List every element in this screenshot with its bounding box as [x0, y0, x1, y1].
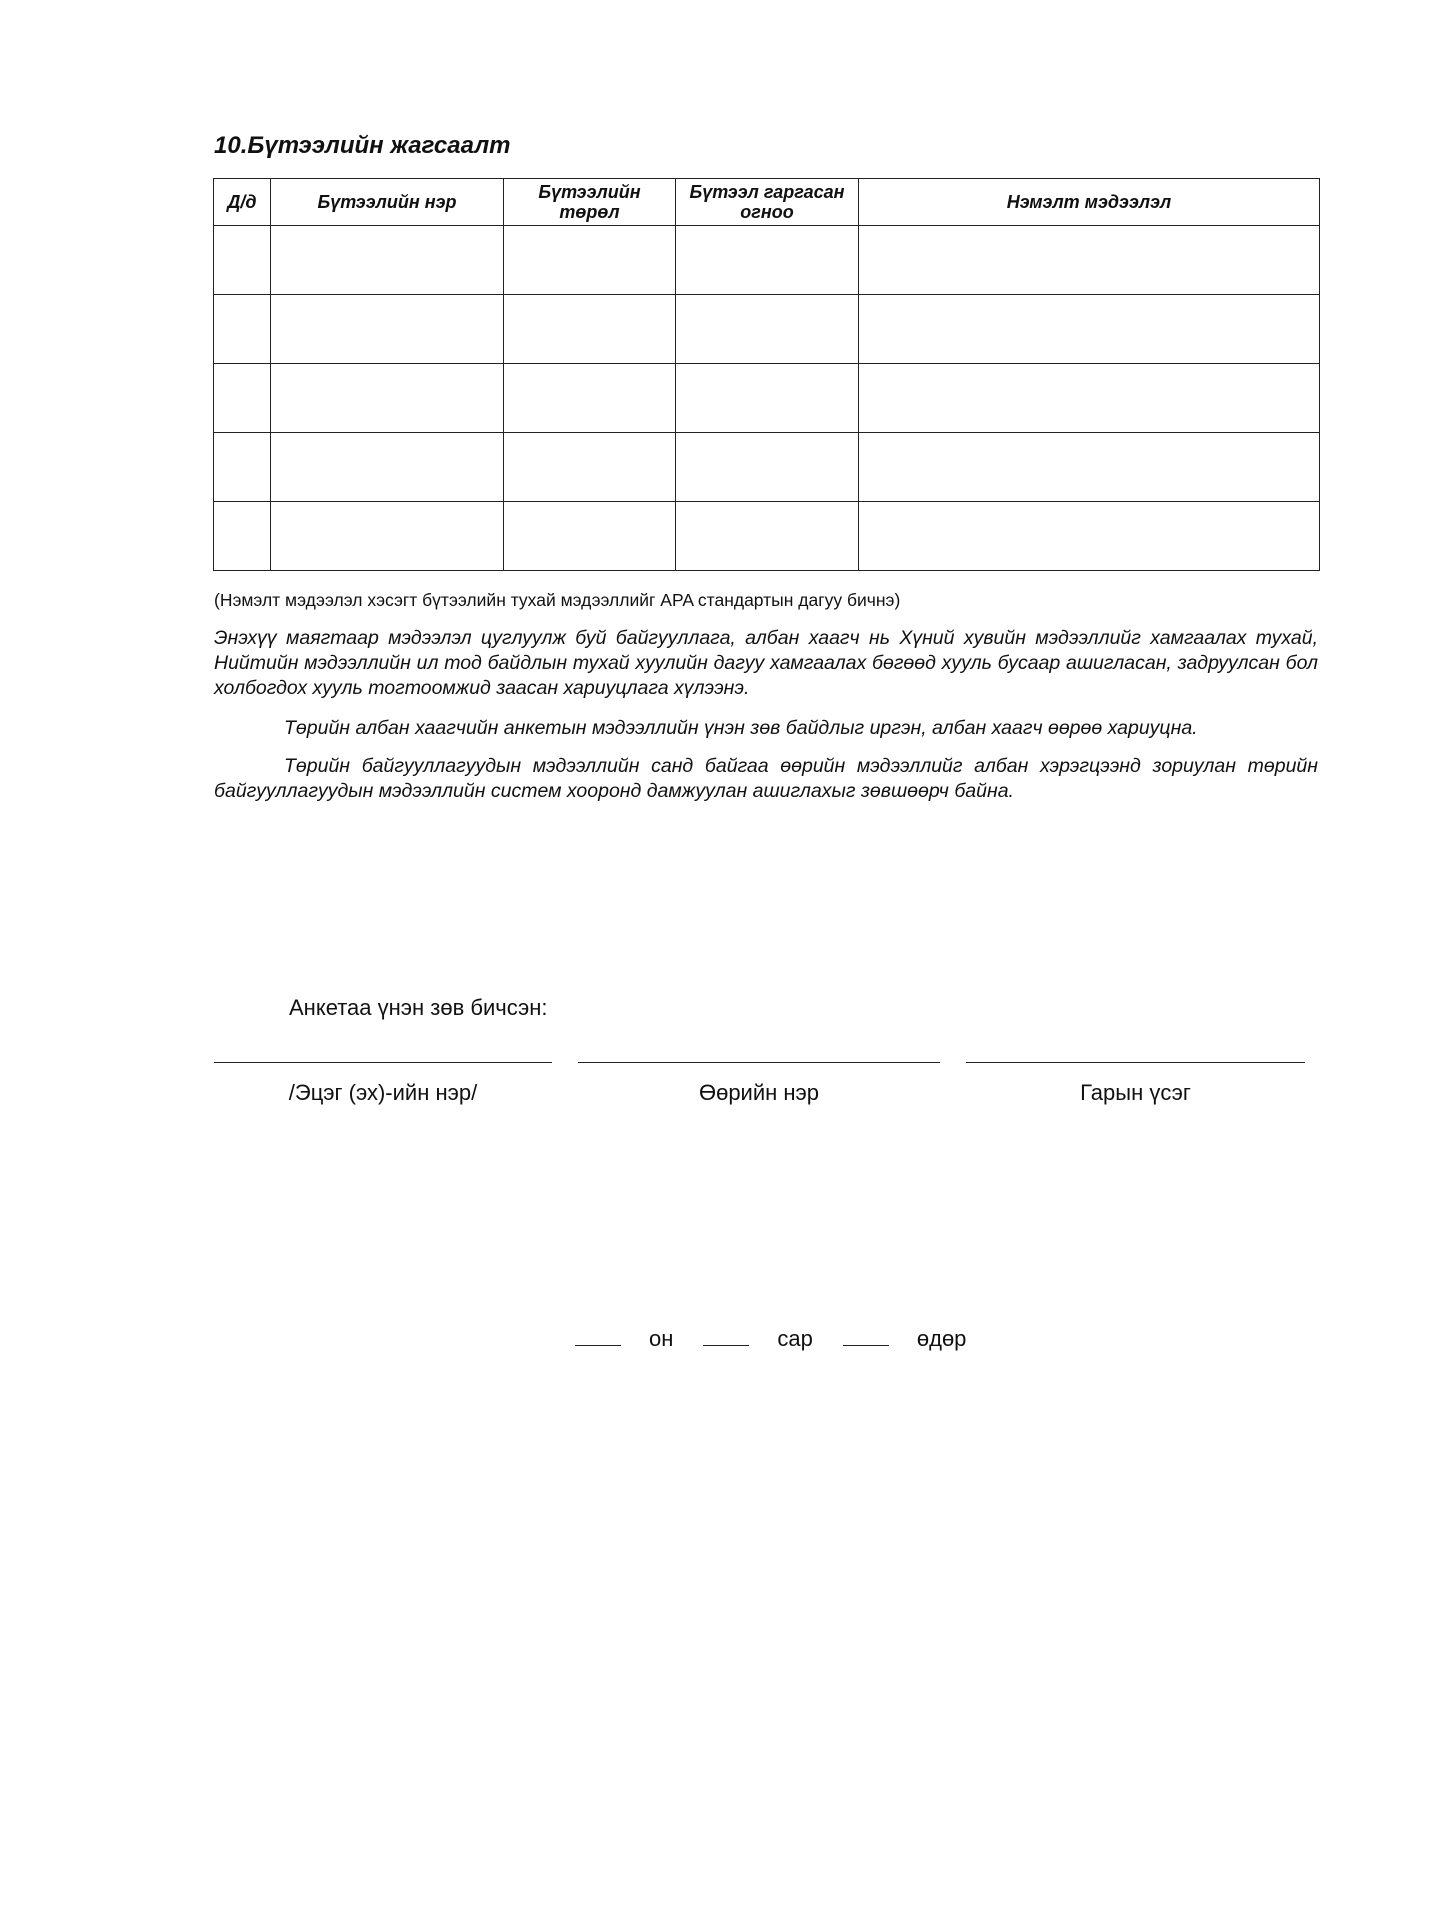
cell-number[interactable] [214, 502, 271, 571]
own-name-label: Өөрийн нэр [698, 1080, 820, 1105]
cell-number[interactable] [214, 433, 271, 502]
column-header-number: Д/д [214, 179, 271, 226]
column-header-work-name: Бүтээлийн нэр [271, 179, 504, 226]
responsibility-paragraph: Төрийн албан хаагчийн анкетын мэдээллийн үнэн зөв байдлыг иргэн, албан хаагч өөрөө хариуцна. [284, 717, 1198, 739]
cell-work-type[interactable] [504, 502, 676, 571]
column-header-work-type: Бүтээлийн төрөл [504, 179, 676, 226]
cell-work-type[interactable] [504, 433, 676, 502]
year-blank[interactable] [575, 1327, 621, 1346]
section-heading: 10.Бүтээлийн жагсаалт [214, 132, 511, 159]
consent-paragraph: Төрийн байгууллагуудын мэдээллийн санд байгаа өөрийн мэдээллийг албан хэрэгцээнд зориулан төрийн байгууллагуудын мэдээллийн систем хооронд дамжуулан ашиглахыг зөвшөөрч байна. [214, 755, 1318, 802]
apa-note: (Нэмэлт мэдээлэл хэсэгт бүтээлийн тухай мэдээллийг APA стандартын дагуу бичнэ) [214, 590, 901, 610]
cell-release-date[interactable] [676, 226, 859, 295]
cell-release-date[interactable] [676, 433, 859, 502]
patronymic-label: /Эцэг (эх)-ийн нэр/ [288, 1080, 478, 1105]
own-name-input-line[interactable] [578, 1062, 940, 1063]
cell-number[interactable] [214, 226, 271, 295]
cell-number[interactable] [214, 295, 271, 364]
month-label: сар [777, 1326, 813, 1351]
month-blank[interactable] [703, 1327, 749, 1346]
cell-release-date[interactable] [676, 364, 859, 433]
column-header-additional-info: Нэмэлт мэдээлэл [859, 179, 1320, 226]
table-row [214, 364, 1320, 433]
works-table [213, 178, 1320, 571]
day-blank[interactable] [843, 1327, 889, 1346]
signature-label: Гарын үсэг [1080, 1080, 1191, 1105]
cell-work-name[interactable] [271, 226, 504, 295]
cell-additional-info[interactable] [859, 226, 1320, 295]
table-row [214, 502, 1320, 571]
cell-additional-info[interactable] [859, 295, 1320, 364]
cell-work-name[interactable] [271, 295, 504, 364]
table-row [214, 433, 1320, 502]
cell-work-name[interactable] [271, 433, 504, 502]
cell-work-type[interactable] [504, 295, 676, 364]
column-header-release-date: Бүтээл гаргасан огноо [676, 179, 859, 226]
cell-release-date[interactable] [676, 502, 859, 571]
day-label: өдөр [916, 1326, 967, 1351]
cell-work-name[interactable] [271, 364, 504, 433]
cell-work-type[interactable] [504, 364, 676, 433]
cell-number[interactable] [214, 364, 271, 433]
table-row [214, 226, 1320, 295]
patronymic-input-line[interactable] [214, 1062, 552, 1063]
cell-additional-info[interactable] [859, 433, 1320, 502]
year-label: он [649, 1326, 674, 1351]
signature-input-line[interactable] [966, 1062, 1305, 1063]
confirm-label: Анкетаа үнэн зөв бичсэн: [289, 995, 548, 1020]
table-row [214, 295, 1320, 364]
cell-additional-info[interactable] [859, 502, 1320, 571]
cell-work-name[interactable] [271, 502, 504, 571]
date-row [575, 1326, 966, 1352]
privacy-paragraph: Энэхүү маягтаар мэдээлэл цуглуулж буй байгууллага, албан хаагч нь Хүний хувийн мэдээллийг хамгаалах тухай, Нийтийн мэдээллийн ил тод байдлын тухай хуулийн дагуу хамгаалах бөгөөд хууль бусаар ашигласан, задруулсан бол холбогдох хууль тогтоомжид заасан хариуцлага хүлээнэ. [214, 627, 1318, 699]
cell-additional-info[interactable] [859, 364, 1320, 433]
cell-release-date[interactable] [676, 295, 859, 364]
table-header-row [214, 179, 1320, 226]
cell-work-type[interactable] [504, 226, 676, 295]
